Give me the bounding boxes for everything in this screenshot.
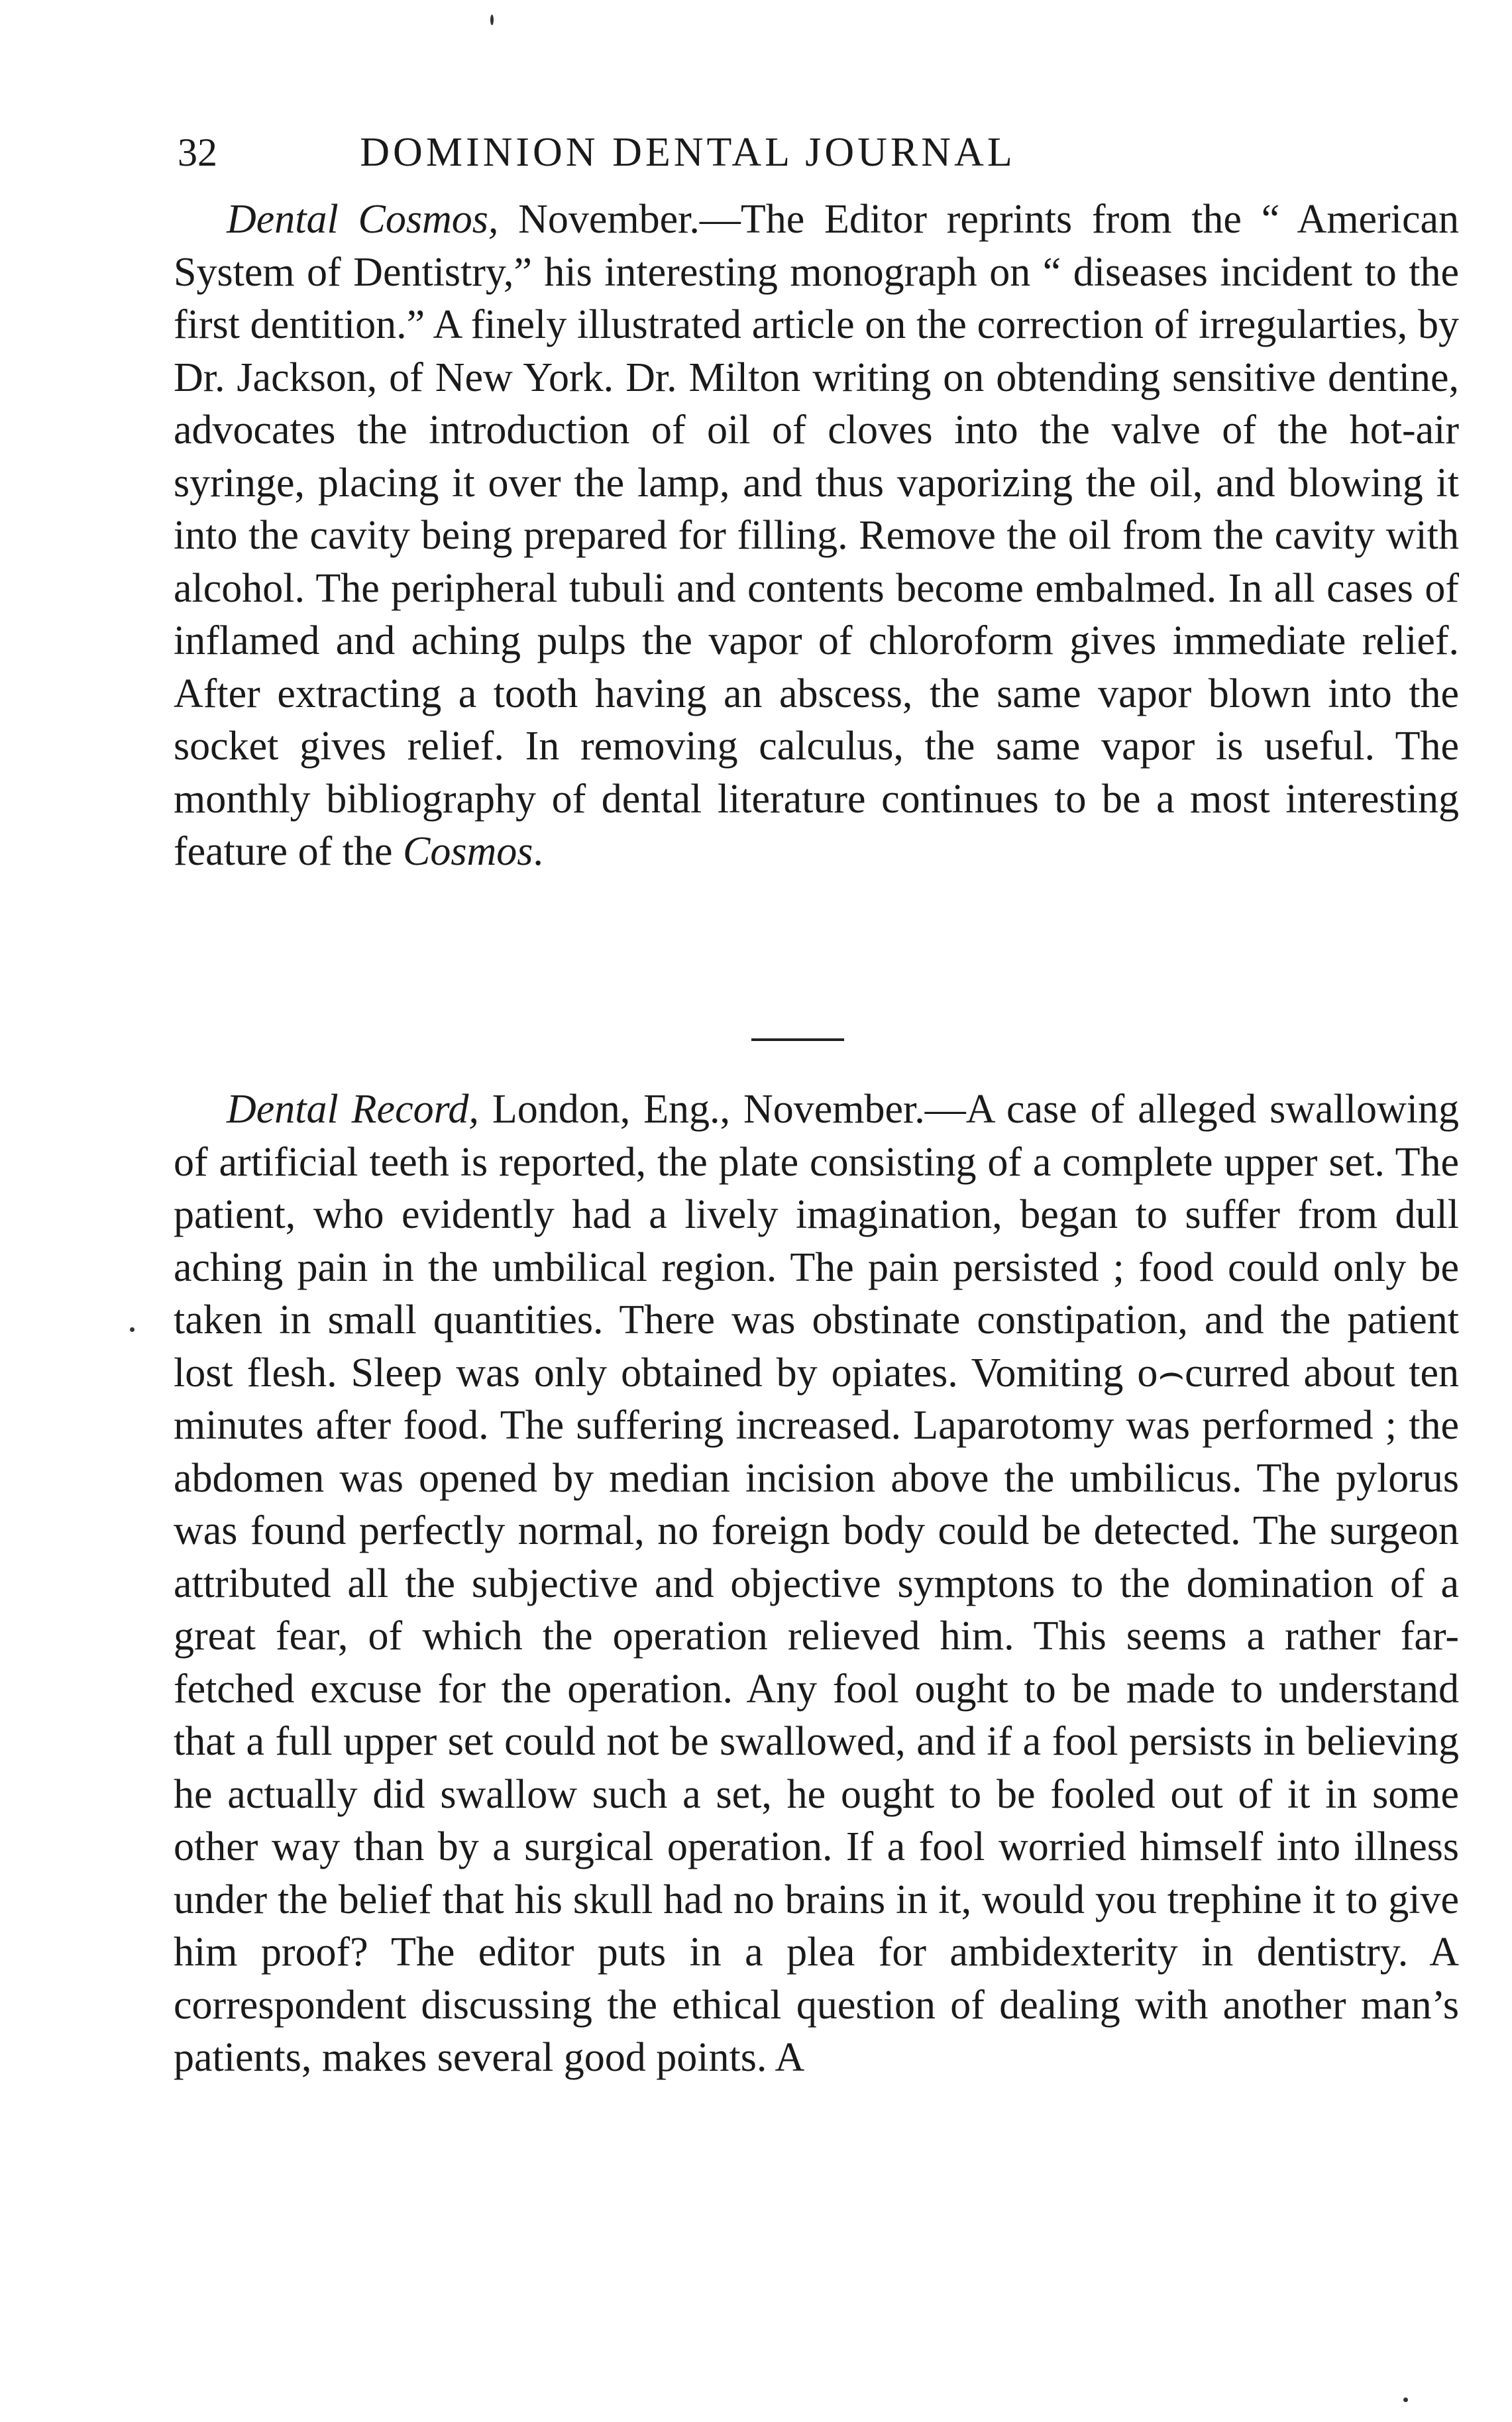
article-body-end: . [533, 829, 543, 874]
ink-speck [1403, 2397, 1408, 2402]
article-body: November.—The Editor reprints from the “ American System of Dentistry,” his interesting monograph on “ diseases incident to the first dentition.” A finely illustrated article on the correction of irregularties, by Dr. Jackson, of New York. Dr. Milton writing on obtending sensitive dentine, advocates the introduction of oil of cloves into the valve of the hot-air syringe, placing it over the lamp, and thus vaporizing the oil, and blowing it into the cavity being prepared for filling. Remove the oil from the cavity with alcohol. The peripheral tubuli and contents become embalmed. In all cases of inflamed and aching pulps the vapor of chloroform gives immediate relief. After extracting a tooth having an abscess, the same vapor blown into the socket gives relief. In removing calculus, the same vapor is useful. The monthly bibliography of dental literature continues to be a most interesting feature of the [174, 197, 1459, 874]
ink-speck [130, 1327, 135, 1332]
ink-speck [490, 15, 494, 25]
source-title: Dental Cosmos, [227, 197, 499, 242]
cosmos-reference: Cosmos [402, 829, 533, 874]
source-title: Dental Record, [227, 1087, 479, 1132]
running-head [178, 126, 1198, 179]
section-divider [751, 1038, 844, 1041]
article-body: London, Eng., November.—A case of alleged swallowing of artificial teeth is reported, the plate consisting of a complete upper set. The patient, who evidently had a lively imagination, began to suffer from dull aching pain in the umbilical region. The pain persisted ; food could only be taken in small quantities. There was obstinate constipation, and the patient lost flesh. Sleep was only obtained by opiates. Vomiting o⌢curred about ten minutes after food. The suffering increased. Laparotomy was performed ; the abdomen was opened by median incision above the umbilicus. The pylorus was found perfectly normal, no foreign body could be detected. The surgeon attributed all the subjective and objective symptons to the domination of a great fear, of which the operation relieved him. This seems a rather far-fetched excuse for the operation. Any fool ought to be made to understand that a full upper set could not be swallowed, and if a fool persists in believing he actually did swallow such a set, he ought to be fooled out of it in some other way than by a surgical operation. If a fool worried himself into illness under the belief that his skull had no brains in it, would you trephine it to give him proof? The editor puts in a plea for ambidexterity in dentistry. A correspondent discussing the ethical question of dealing with another man’s patients, makes several good points. A [174, 1087, 1459, 2080]
article-dental-record [174, 1083, 1459, 2085]
article-dental-cosmos [174, 193, 1459, 879]
page-number: 32 [178, 131, 217, 174]
journal-title: DOMINION DENTAL JOURNAL [360, 130, 1016, 175]
